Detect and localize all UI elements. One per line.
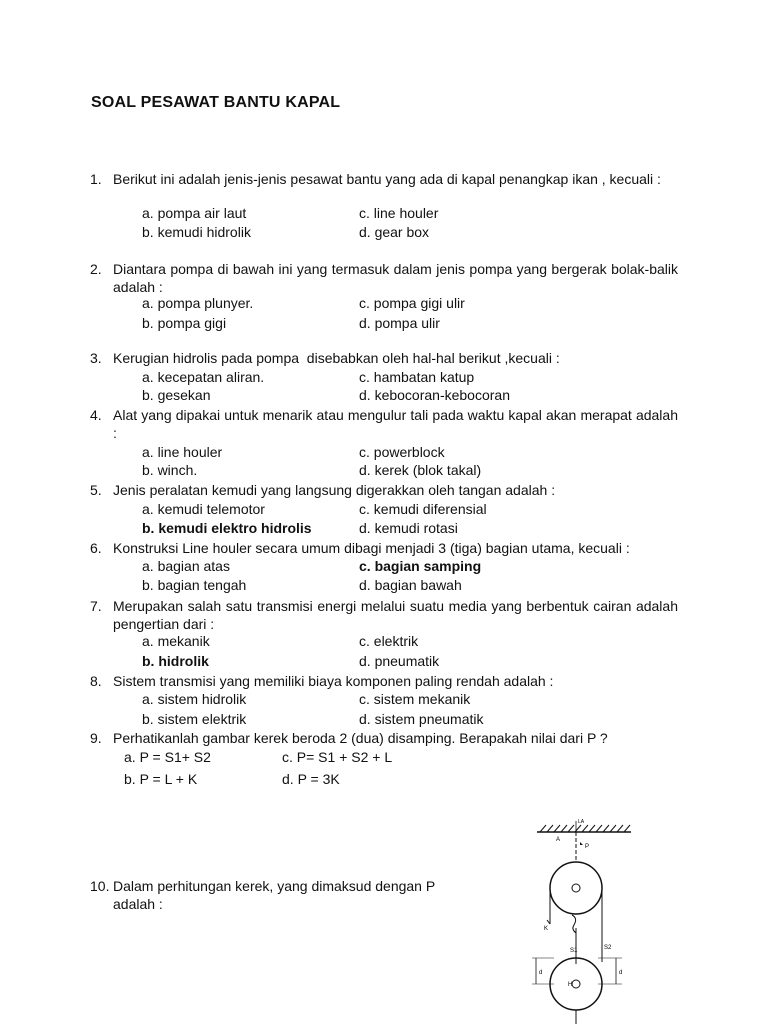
option-c: c. P= S1 + S2 + L	[282, 749, 393, 765]
option-b: b. kemudi elektro hidrolis	[142, 520, 312, 536]
label-k: K	[544, 926, 549, 932]
page-title: SOAL PESAWAT BANTU KAPAL	[91, 94, 341, 111]
option-c: c. pompa gigi ulir	[359, 295, 465, 311]
option-c: c. kemudi diferensial	[359, 501, 487, 517]
question-text: Berikut ini adalah jenis-jenis pesawat bantu yang ada di kapal penangkap ikan , kecuali :	[113, 171, 661, 187]
label-p: P	[585, 844, 590, 850]
label-d-left: d	[539, 970, 543, 976]
question-text: Kerugian hidrolis pada pompa disebabkan oleh hal-hal berikut ,kecuali :	[113, 350, 560, 366]
question-number: 2.	[90, 261, 102, 277]
question-text: Sistem transmisi yang memiliki biaya komponen paling rendah adalah :	[113, 673, 554, 689]
option-d: d. pneumatik	[359, 653, 440, 669]
option-d: d. sistem pneumatik	[359, 711, 484, 727]
question-number: 1.	[90, 171, 102, 187]
option-a: a. P = S1+ S2	[124, 749, 211, 765]
option-d: d. kebocoran-kebocoran	[359, 387, 510, 403]
option-d: d. kerek (blok takal)	[359, 462, 482, 478]
option-a: a. kemudi telemotor	[142, 501, 265, 517]
option-a: a. pompa plunyer.	[142, 295, 254, 311]
top-pulley	[550, 862, 602, 914]
question-number: 3.	[90, 350, 102, 366]
question-number: 7.	[90, 598, 102, 614]
ceiling-support	[537, 825, 631, 832]
label-la: LA	[578, 819, 585, 825]
option-d: d. bagian bawah	[359, 577, 462, 593]
option-a: a. mekanik	[142, 633, 210, 649]
label-s1: S1	[570, 948, 578, 954]
pulley-diagram	[520, 812, 650, 1024]
question-text: Diantara pompa di bawah ini yang termasuk dalam jenis pompa yang bergerak bolak-balik adalah :	[113, 261, 678, 295]
question-text: Merupakan salah satu transmisi energi melalui suatu media yang berbentuk cairan adalah pengertian dari :	[113, 598, 678, 632]
option-b: b. hidrolik	[142, 653, 209, 669]
option-c: c. bagian samping	[359, 558, 482, 574]
option-c: c. hambatan katup	[359, 369, 475, 385]
question-text: Perhatikanlah gambar kerek beroda 2 (dua) disamping. Berapakah nilai dari P ?	[113, 730, 608, 746]
option-b: b. winch.	[142, 462, 198, 478]
question-text: Dalam perhitungan kerek, yang dimaksud dengan P adalah :	[113, 878, 435, 912]
option-b: b. pompa gigi	[142, 315, 227, 331]
question-text: Alat yang dipakai untuk menarik atau mengulur tali pada waktu kapal akan merapat adalah :	[113, 407, 678, 441]
option-d: d. pompa ulir	[359, 315, 440, 331]
bottom-pulley	[550, 958, 602, 1010]
option-b: b. bagian tengah	[142, 577, 247, 593]
option-d: d. P = 3K	[282, 771, 340, 787]
label-d-right: d	[619, 970, 623, 976]
option-a: a. pompa air laut	[142, 205, 247, 221]
option-c: c. elektrik	[359, 633, 419, 649]
option-b: b. sistem elektrik	[142, 711, 247, 727]
question-number: 5.	[90, 482, 102, 498]
question-number: 9.	[90, 730, 102, 746]
option-d: d. gear box	[359, 224, 430, 240]
option-b: b. gesekan	[142, 387, 211, 403]
option-a: a. sistem hidrolik	[142, 691, 247, 707]
option-c: c. sistem mekanik	[359, 691, 471, 707]
question-text: Jenis peralatan kemudi yang langsung digerakkan oleh tangan adalah :	[113, 482, 556, 498]
label-h: H	[568, 982, 573, 988]
question-number: 4.	[90, 407, 102, 423]
question-number: 6.	[90, 540, 102, 556]
option-c: c. powerblock	[359, 444, 445, 460]
option-b: b. P = L + K	[124, 771, 198, 787]
question-number: 10.	[90, 878, 110, 894]
option-d: d. kemudi rotasi	[359, 520, 458, 536]
question-number: 8.	[90, 673, 102, 689]
option-c: c. line houler	[359, 205, 439, 221]
question-text: Konstruksi Line houler secara umum dibagi menjadi 3 (tiga) bagian utama, kecuali :	[113, 540, 630, 556]
option-a: a. line houler	[142, 444, 223, 460]
option-a: a. bagian atas	[142, 558, 230, 574]
option-b: b. kemudi hidrolik	[142, 224, 251, 240]
label-a: A	[556, 837, 561, 843]
option-a: a. kecepatan aliran.	[142, 369, 265, 385]
label-s2: S2	[604, 945, 612, 951]
